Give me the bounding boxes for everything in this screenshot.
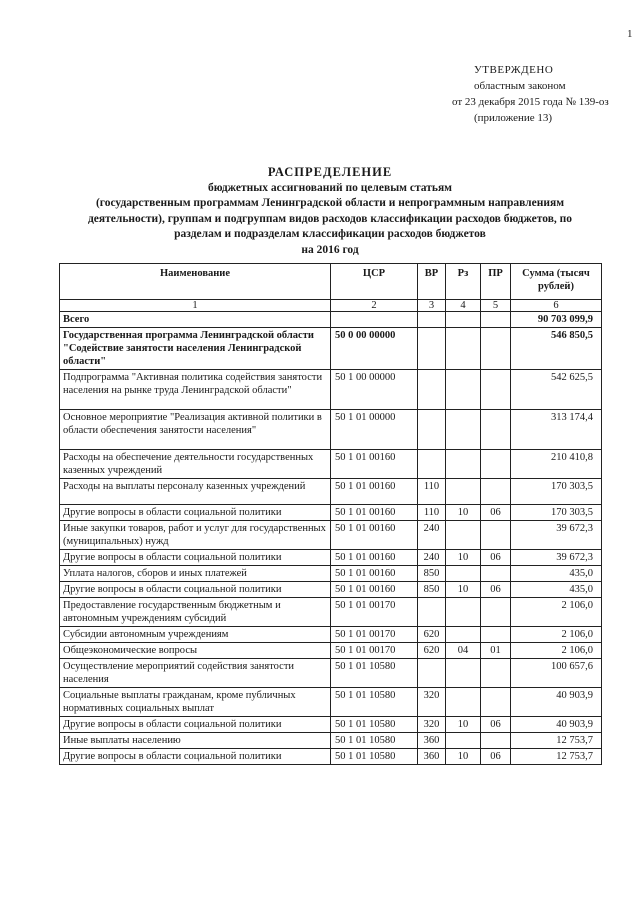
cell-sum: 90 703 099,9 <box>511 312 602 328</box>
column-number: 3 <box>418 300 446 312</box>
cell-name: Социальные выплаты гражданам, кроме публичных нормативных социальных выплат <box>60 688 331 717</box>
cell-vr: 240 <box>418 521 446 550</box>
table-row <box>60 717 602 733</box>
column-number: 2 <box>331 300 418 312</box>
cell-pr <box>481 659 511 688</box>
cell-name: Уплата налогов, сборов и иных платежей <box>60 566 331 582</box>
cell-name: Всего <box>60 312 331 328</box>
header-vr: ВР <box>418 264 446 300</box>
header-sum: Сумма (тысяч рублей) <box>511 264 602 300</box>
cell-name: Субсидии автономным учреждениям <box>60 627 331 643</box>
cell-vr <box>418 659 446 688</box>
table-row <box>60 598 602 627</box>
table-row <box>60 659 602 688</box>
table-row <box>60 566 602 582</box>
cell-pr <box>481 370 511 410</box>
cell-rz: 10 <box>446 749 481 765</box>
cell-pr <box>481 312 511 328</box>
cell-rz <box>446 410 481 450</box>
cell-pr <box>481 688 511 717</box>
cell-pr: 06 <box>481 505 511 521</box>
cell-csr: 50 1 01 10580 <box>331 733 418 749</box>
cell-vr: 110 <box>418 505 446 521</box>
header-rz: Рз <box>446 264 481 300</box>
approval-date: от 23 декабря 2015 года № 139-оз <box>452 96 609 108</box>
table-row <box>60 582 602 598</box>
title-line: бюджетных ассигнований по целевым статьям <box>207 181 453 194</box>
cell-name: Другие вопросы в области социальной политики <box>60 505 331 521</box>
cell-sum: 40 903,9 <box>511 688 602 717</box>
cell-name: Подпрограмма "Активная политика содействия занятости населения на рынке труда Ленинградской области" <box>60 370 331 410</box>
cell-vr <box>418 598 446 627</box>
cell-vr <box>418 328 446 370</box>
cell-vr: 320 <box>418 717 446 733</box>
cell-name: Предоставление государственным бюджетным и автономным учреждениям субсидий <box>60 598 331 627</box>
table-header-row <box>60 264 602 300</box>
cell-name: Другие вопросы в области социальной политики <box>60 749 331 765</box>
approval-appendix: (приложение 13) <box>474 112 553 124</box>
table-row <box>60 370 602 410</box>
table-row <box>60 505 602 521</box>
cell-vr: 320 <box>418 688 446 717</box>
cell-csr: 50 1 01 00160 <box>331 450 418 479</box>
table-row <box>60 733 602 749</box>
cell-pr: 01 <box>481 643 511 659</box>
table-row <box>60 550 602 566</box>
cell-vr: 360 <box>418 733 446 749</box>
document-title <box>70 165 590 258</box>
table-row <box>60 643 602 659</box>
cell-name: Расходы на обеспечение деятельности государственных казенных учреждений <box>60 450 331 479</box>
column-number-row <box>60 300 602 312</box>
cell-sum: 170 303,5 <box>511 505 602 521</box>
cell-rz: 10 <box>446 505 481 521</box>
cell-rz <box>446 733 481 749</box>
cell-pr: 06 <box>481 582 511 598</box>
cell-sum: 12 753,7 <box>511 749 602 765</box>
table-row <box>60 688 602 717</box>
cell-pr: 06 <box>481 717 511 733</box>
cell-csr: 50 1 01 10580 <box>331 659 418 688</box>
cell-pr <box>481 479 511 505</box>
cell-name: Основное мероприятие "Реализация активной политики в области обеспечения занятости населения" <box>60 410 331 450</box>
cell-rz: 04 <box>446 643 481 659</box>
cell-pr <box>481 450 511 479</box>
cell-name: Другие вопросы в области социальной политики <box>60 550 331 566</box>
cell-sum: 39 672,3 <box>511 521 602 550</box>
cell-csr: 50 1 01 00160 <box>331 566 418 582</box>
cell-name: Государственная программа Ленинградской области "Содействие занятости населения Ленинградской области" <box>60 328 331 370</box>
cell-pr <box>481 733 511 749</box>
allocation-table <box>59 263 602 765</box>
cell-sum: 100 657,6 <box>511 659 602 688</box>
cell-vr: 620 <box>418 643 446 659</box>
cell-vr: 620 <box>418 627 446 643</box>
cell-pr: 06 <box>481 550 511 566</box>
cell-sum: 2 106,0 <box>511 598 602 627</box>
cell-rz: 10 <box>446 550 481 566</box>
cell-csr: 50 1 01 00160 <box>331 550 418 566</box>
cell-vr: 850 <box>418 566 446 582</box>
cell-csr: 50 1 01 00170 <box>331 598 418 627</box>
cell-rz <box>446 312 481 328</box>
header-name: Наименование <box>60 264 331 300</box>
table-row <box>60 450 602 479</box>
cell-sum: 39 672,3 <box>511 550 602 566</box>
cell-rz: 10 <box>446 717 481 733</box>
cell-sum: 542 625,5 <box>511 370 602 410</box>
cell-vr <box>418 450 446 479</box>
cell-csr: 50 1 01 00160 <box>331 582 418 598</box>
title-line: деятельности), группам и подгруппам видов расходов классификации расходов бюджетов, по <box>87 212 573 225</box>
cell-csr: 50 1 01 10580 <box>331 688 418 717</box>
cell-rz <box>446 521 481 550</box>
title-line: на 2016 год <box>301 243 359 256</box>
cell-csr <box>331 312 418 328</box>
table-row <box>60 749 602 765</box>
table-row <box>60 328 602 370</box>
cell-vr: 850 <box>418 582 446 598</box>
cell-sum: 2 106,0 <box>511 627 602 643</box>
approval-block <box>452 62 609 126</box>
cell-pr: 06 <box>481 749 511 765</box>
cell-name: Иные закупки товаров, работ и услуг для государственных (муниципальных) нужд <box>60 521 331 550</box>
cell-name: Осуществление мероприятий содействия занятости населения <box>60 659 331 688</box>
cell-vr: 240 <box>418 550 446 566</box>
cell-rz <box>446 370 481 410</box>
cell-sum: 435,0 <box>511 582 602 598</box>
cell-pr <box>481 566 511 582</box>
table-row <box>60 410 602 450</box>
cell-csr: 50 1 01 00170 <box>331 643 418 659</box>
header-csr: ЦСР <box>331 264 418 300</box>
cell-sum: 313 174,4 <box>511 410 602 450</box>
title-line: РАСПРЕДЕЛЕНИЕ <box>267 165 393 179</box>
cell-rz <box>446 659 481 688</box>
table-row <box>60 479 602 505</box>
cell-sum: 546 850,5 <box>511 328 602 370</box>
cell-rz <box>446 598 481 627</box>
table-row <box>60 312 602 328</box>
cell-rz <box>446 566 481 582</box>
column-number: 4 <box>446 300 481 312</box>
cell-sum: 40 903,9 <box>511 717 602 733</box>
cell-rz <box>446 479 481 505</box>
cell-csr: 50 1 01 00160 <box>331 521 418 550</box>
cell-name: Иные выплаты населению <box>60 733 331 749</box>
page-number: 1 <box>627 28 633 40</box>
cell-rz <box>446 627 481 643</box>
cell-pr <box>481 598 511 627</box>
cell-csr: 50 0 00 00000 <box>331 328 418 370</box>
cell-sum: 12 753,7 <box>511 733 602 749</box>
cell-csr: 50 1 01 10580 <box>331 749 418 765</box>
cell-csr: 50 1 01 00000 <box>331 410 418 450</box>
title-line: разделам и подразделам классификации расходов бюджетов <box>174 228 486 240</box>
cell-name: Другие вопросы в области социальной политики <box>60 582 331 598</box>
cell-name: Расходы на выплаты персоналу казенных учреждений <box>60 479 331 505</box>
cell-rz <box>446 688 481 717</box>
cell-rz <box>446 328 481 370</box>
cell-pr <box>481 410 511 450</box>
table-row <box>60 627 602 643</box>
cell-rz: 10 <box>446 582 481 598</box>
cell-csr: 50 1 01 10580 <box>331 717 418 733</box>
approval-law: областным законом <box>474 80 566 92</box>
approval-heading: УТВЕРЖДЕНО <box>474 64 554 76</box>
title-line: (государственным программам Ленинградской области и непрограммным направлениям <box>95 197 565 209</box>
cell-vr <box>418 370 446 410</box>
cell-pr <box>481 627 511 643</box>
cell-sum: 435,0 <box>511 566 602 582</box>
cell-sum: 170 303,5 <box>511 479 602 505</box>
cell-sum: 210 410,8 <box>511 450 602 479</box>
cell-csr: 50 1 01 00160 <box>331 505 418 521</box>
cell-rz <box>446 450 481 479</box>
cell-csr: 50 1 01 00170 <box>331 627 418 643</box>
cell-vr: 110 <box>418 479 446 505</box>
cell-pr <box>481 328 511 370</box>
cell-vr <box>418 410 446 450</box>
cell-name: Другие вопросы в области социальной политики <box>60 717 331 733</box>
column-number: 6 <box>511 300 602 312</box>
cell-name: Общеэкономические вопросы <box>60 643 331 659</box>
column-number: 5 <box>481 300 511 312</box>
cell-sum: 2 106,0 <box>511 643 602 659</box>
cell-vr <box>418 312 446 328</box>
cell-csr: 50 1 00 00000 <box>331 370 418 410</box>
column-number: 1 <box>60 300 331 312</box>
cell-csr: 50 1 01 00160 <box>331 479 418 505</box>
header-pr: ПР <box>481 264 511 300</box>
table-row <box>60 521 602 550</box>
cell-vr: 360 <box>418 749 446 765</box>
cell-pr <box>481 521 511 550</box>
